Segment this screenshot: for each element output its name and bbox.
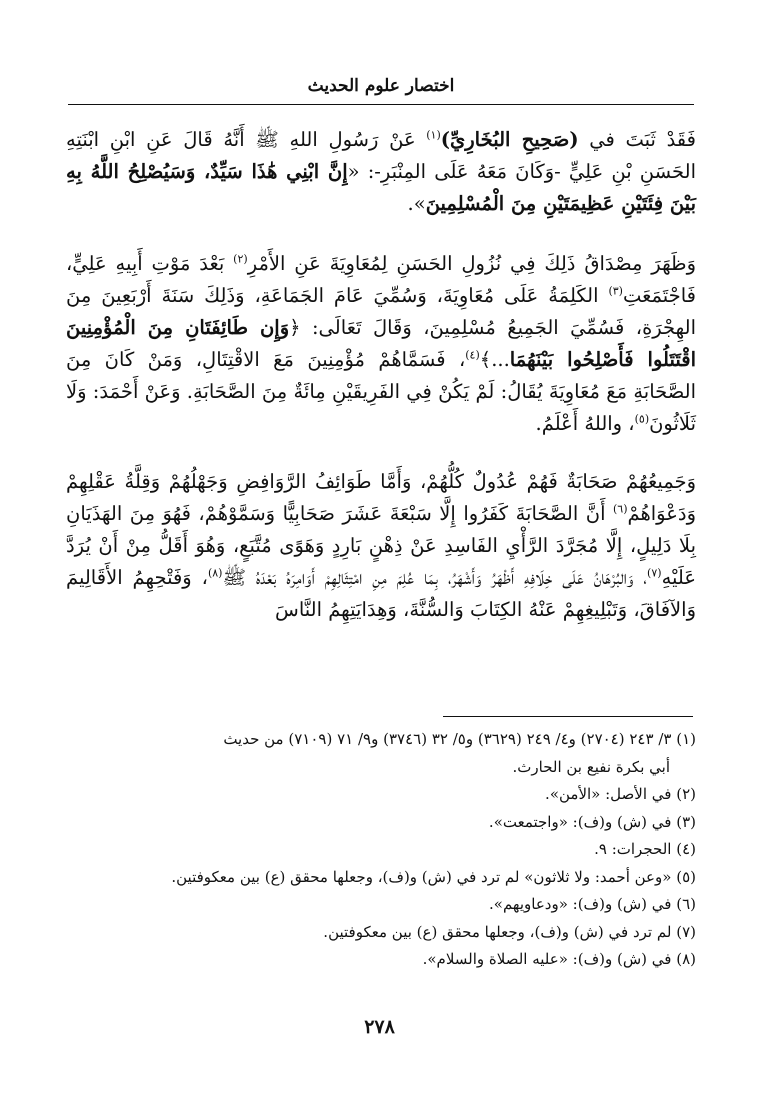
footnote-4 bbox=[66, 836, 696, 864]
footnote-ref: (٨) bbox=[207, 566, 223, 580]
page-number: ٢٧٨ bbox=[364, 1016, 395, 1038]
text-run: ...﴾ bbox=[479, 348, 510, 371]
footnote-ref: (٦) bbox=[612, 502, 628, 516]
footnote-text: لم ترد في (ش) و(ف)، وجعلها محقق (ع) بين معكوفتين. bbox=[323, 922, 672, 941]
footnote-text: أبي بكرة نفيع بن الحارث. bbox=[512, 757, 670, 776]
main-text bbox=[66, 124, 696, 654]
paragraph-3 bbox=[66, 466, 696, 626]
paragraph-1 bbox=[66, 124, 696, 220]
running-header: اختصار علوم الحديث bbox=[307, 76, 455, 96]
footnote-number: (٥) bbox=[676, 867, 696, 886]
footnote-3 bbox=[66, 809, 696, 837]
footnote-number: (٤) bbox=[676, 840, 696, 858]
hadith-quote: إِنَّ ابْنِي هَٰذَا سَيِّدٌ، وَسَيُصْلِحُ اللَّهُ بِهِ بَيْنَ فِئَتَيْنِ عَظِيمَتَيْنِ مِنَ الْمُسْلِمِينَ bbox=[66, 160, 696, 215]
paragraph-2 bbox=[66, 248, 696, 440]
footnote-1 bbox=[66, 726, 696, 754]
footnote-text: في (ش) و(ف): «عليه الصلاة والسلام». bbox=[422, 950, 672, 968]
footnote-8 bbox=[66, 946, 696, 974]
footnote-divider bbox=[443, 716, 693, 717]
header-rule bbox=[68, 104, 694, 105]
footnote-text: في (ش) و(ف): «واجتمعت». bbox=[488, 812, 672, 831]
footnotes bbox=[66, 726, 696, 974]
text-run: ، فَسَمَّاهُمْ مُؤْمِنِينَ مَعَ الاقْتِتَالِ، وَمَنْ كَانَ مِنَ الصَّحَابَةِ مَعَ مُعَاوِيَةَ يُقَالُ: لَمْ يَكُنْ فِي الفَرِيقَيْنِ مِائَةٌ مِنَ الصَّحَابَةِ. وَعَنْ أَحْمَدَ: وَلَا ثَلَاثُونَ bbox=[66, 348, 696, 435]
text-run: الكَلِمَةُ عَلَى مُعَاوِيَةَ، وَسُمِّيَ عَامَ الجَمَاعَةِ، وَذَلِكَ سَنَةَ أَرْبَعِينَ مِنَ الهِجْرَةِ، فَسُمِّيَ الجَمِيعُ مُسْلِمِينَ، وَقَالَ تَعَالَى: ﴿ bbox=[66, 284, 696, 339]
footnote-1-continued bbox=[66, 754, 696, 782]
footnote-text: الحجرات: ٩. bbox=[594, 840, 672, 858]
footnote-ref: (٥) bbox=[634, 412, 650, 426]
footnote-number: (٦) bbox=[676, 895, 696, 913]
footnote-number: (٨) bbox=[676, 950, 696, 968]
footnote-ref: (٣) bbox=[608, 284, 623, 298]
text-run: أَنَّ الصَّحَابَةَ كَفَرُوا إِلَّا سَبْعَةَ عَشَرَ صَحَابِيًّا وَسَمَّوْهُمْ، فَهُوَ مِنَ الهَذَيَانِ بِلَا دَلِيلٍ، إِلَّا مُجَرَّدَ الرَّأْيِ الفَاسِدِ عَنْ ذِهْنٍ بَارِدٍ وَهَوًى مُتَّبَعٍ، وَهُوَ أَقَلُّ مِنْ أَنْ يُرَدَّ عَلَيْهِ bbox=[66, 502, 696, 589]
footnote-7 bbox=[66, 919, 696, 947]
footnote-ref: (٧) bbox=[647, 566, 662, 580]
footnote-text: «وعن أحمد: ولا ثلاثون» لم ترد في (ش) و(ف)، وجعلها محقق (ع) بين معكوفتين. bbox=[171, 867, 672, 886]
text-run: عَنْ رَسُولِ اللهِ ﷺ أَنَّهُ قَالَ عَنِ ابْنِ ابْنَتِهِ الحَسَنِ بْنِ عَلِيٍّ -وَكَانَ مَعَهُ عَلَى المِنْبَرِ-: « bbox=[66, 128, 696, 183]
text-run: بَعْدَ مَوْتِ أَبِيهِ عَلِيٍّ، فَاجْتَمَعَتِ bbox=[66, 252, 696, 307]
text-run: وَجَمِيعُهُمْ صَحَابَةٌ فَهُمْ عُدُولٌ كُلُّهُمْ، وَأَمَّا طَوَائِفُ الرَّوَافِضِ وَجَهْلُهُمْ وَقِلَّةُ عَقْلِهِمْ وَدَعْوَاهُمْ bbox=[66, 470, 696, 525]
footnote-text: في (ش) و(ف): «ودعاويهم». bbox=[489, 895, 672, 913]
footnote-number: (٢) bbox=[676, 785, 696, 803]
footnote-ref: (٤) bbox=[465, 348, 480, 362]
quran-verse: وَإِن طَائِفَتَانِ مِنَ الْمُؤْمِنِينَ اقْتَتَلُوا فَأَصْلِحُوا بَيْنَهُمَا bbox=[66, 316, 696, 371]
footnote-ref: (١) bbox=[426, 128, 441, 142]
footnote-text: في الأصل: «الأمن». bbox=[545, 785, 672, 803]
footnote-text: ٣/ ٢٤٣ (٢٧٠٤) و٤/ ٢٤٩ (٣٦٢٩) و٥/ ٣٢ (٣٧٤٦) و٩/ ٧١ (٧١٠٩) من حديث bbox=[223, 730, 672, 748]
footnote-number: (١) bbox=[676, 730, 696, 748]
text-run: فَقَدْ ثَبَتَ في bbox=[578, 128, 696, 151]
text-run: ، وَالبُرْهَانُ عَلَى خِلَافِهِ أَظْهَرُ وَأَشْهَرُ، بِمَا عُلِمَ مِنِ امْتِثَالِهِمْ أَوَامِرَهُ بَعْدَهُ ﷺ bbox=[222, 566, 648, 589]
footnote-6 bbox=[66, 891, 696, 919]
text-run: وَظَهَرَ مِصْدَاقُ ذَلِكَ فِي نُزُولِ الحَسَنِ لِمُعَاوِيَةَ عَنِ الأَمْرِ bbox=[247, 252, 696, 275]
book-title: (صَحِيحِ البُخَارِيِّ) bbox=[440, 128, 579, 151]
footnote-2 bbox=[66, 781, 696, 809]
footnote-number: (٣) bbox=[676, 812, 696, 831]
text-run: ». bbox=[407, 192, 426, 215]
footnote-5 bbox=[66, 864, 696, 892]
footnote-number: (٧) bbox=[676, 922, 696, 941]
footnote-ref: (٢) bbox=[233, 252, 248, 266]
text-run: ، واللهُ أَعْلَمُ. bbox=[535, 412, 635, 435]
text-run: ، وَفَتْحِهِمُ الأَقَالِيمَ وَالآفَاقَ، وَتَبْلِيغِهِمْ عَنْهُ الكِتَابَ وَالسُّنَّةَ، وَهِدَايَتِهِمُ النَّاسَ bbox=[66, 566, 696, 621]
